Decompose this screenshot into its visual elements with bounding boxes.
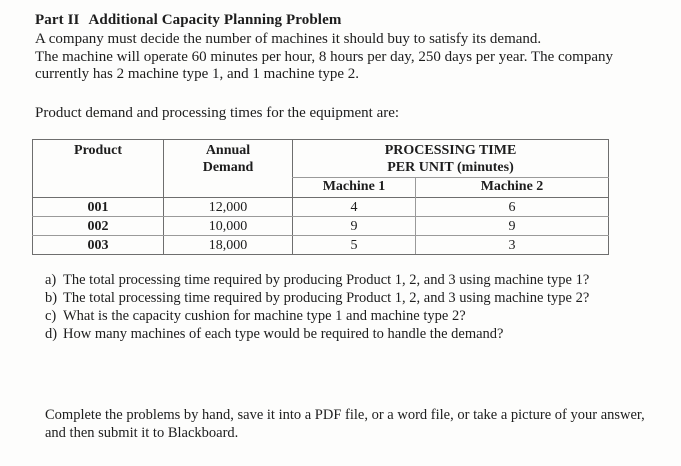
header-product: Product: [33, 140, 164, 198]
header-annual-demand: Annual Demand: [164, 140, 293, 198]
question-text: The total processing time required by producing Product 1, 2, and 3 using machine type 1?: [63, 272, 590, 288]
question-label: a): [45, 272, 57, 288]
cell-demand: 10,000: [164, 217, 293, 236]
question-text: How many machines of each type would be required to handle the demand?: [63, 326, 504, 342]
question-label: c): [45, 308, 57, 324]
cell-machine-2: 6: [416, 198, 609, 217]
demand-table: [32, 139, 609, 255]
question-text: What is the capacity cushion for machine type 1 and machine type 2?: [63, 308, 466, 324]
question-item: [45, 307, 589, 325]
problem-title: Additional Capacity Planning Problem: [88, 12, 342, 28]
cell-product: 002: [33, 217, 164, 236]
question-item: [45, 289, 589, 307]
table-row: [33, 236, 609, 255]
part-label: Part II: [35, 12, 80, 28]
question-label: b): [45, 290, 58, 306]
submission-instructions: Complete the problems by hand, save it into a PDF file, or a word file, or take a picture of your answer, and then submit it to Blackboard.: [45, 407, 645, 441]
cell-machine-2: 9: [416, 217, 609, 236]
table-row: [33, 217, 609, 236]
cell-demand: 18,000: [164, 236, 293, 255]
question-item: [45, 325, 589, 343]
intro-line: The machine will operate 60 minutes per hour, 8 hours per day, 250 days per year. The company: [35, 48, 613, 65]
cell-demand: 12,000: [164, 198, 293, 217]
intro-line: A company must decide the number of machines it should buy to satisfy its demand.: [35, 31, 542, 47]
cell-machine-1: 5: [293, 236, 416, 255]
question-text: The total processing time required by producing Product 1, 2, and 3 using machine type 2?: [63, 290, 590, 306]
question-label: d): [45, 326, 58, 342]
header-machine-1: Machine 1: [293, 178, 416, 198]
cell-product: 003: [33, 236, 164, 255]
cell-machine-1: 4: [293, 198, 416, 217]
table-intro: Product demand and processing times for the equipment are:: [35, 105, 400, 121]
intro-paragraph: [35, 31, 665, 84]
header-processing-time: PROCESSING TIME PER UNIT (minutes): [293, 140, 609, 178]
cell-product: 001: [33, 198, 164, 217]
cell-machine-1: 9: [293, 217, 416, 236]
table-row: [33, 198, 609, 217]
question-list: [45, 271, 589, 343]
intro-line: currently has 2 machine type 1, and 1 machine type 2.: [35, 66, 360, 82]
question-item: [45, 271, 589, 289]
page-title: [35, 12, 341, 29]
cell-machine-2: 3: [416, 236, 609, 255]
header-machine-2: Machine 2: [416, 178, 609, 198]
